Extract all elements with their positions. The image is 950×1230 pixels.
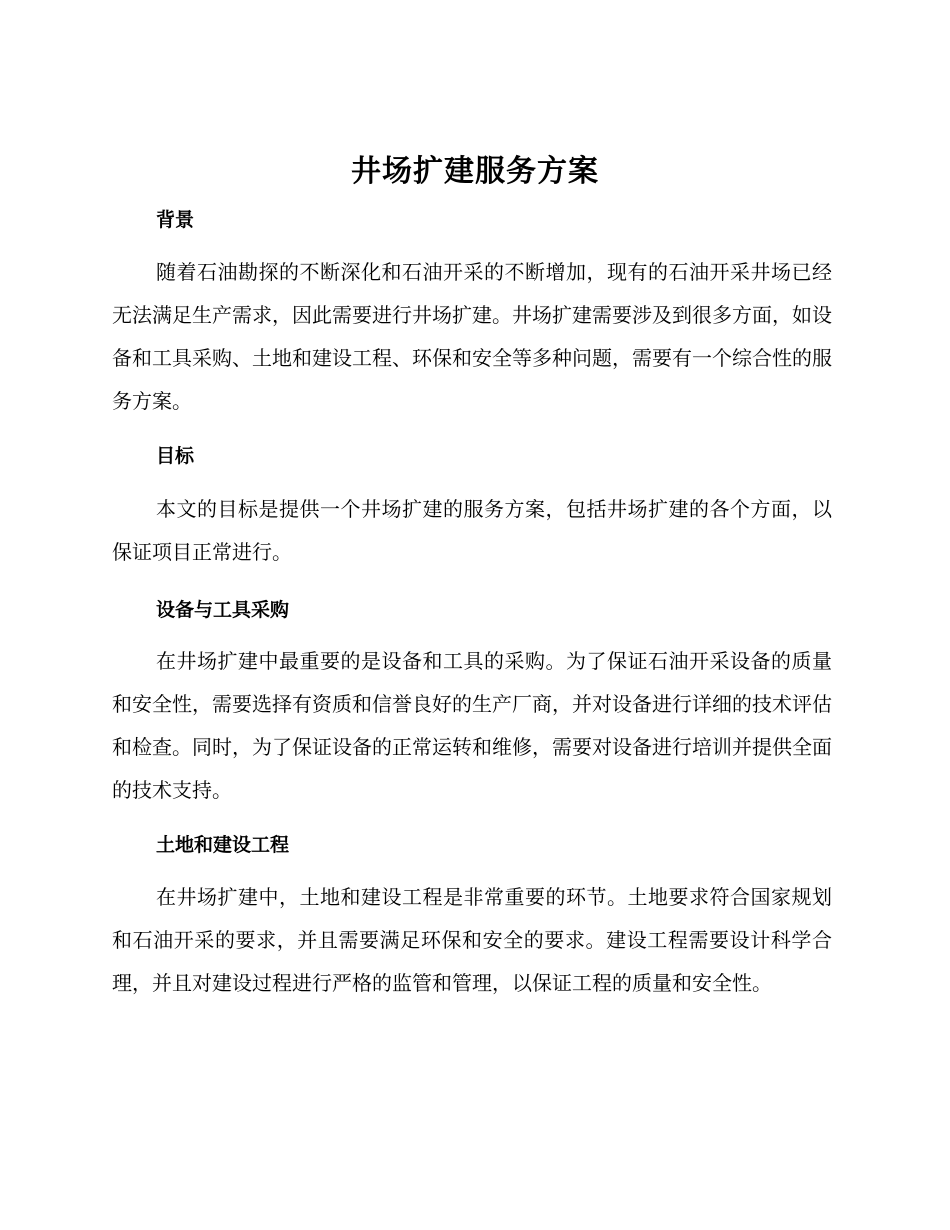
section-heading-background: 背景 — [156, 209, 195, 231]
section-body-goal: 本文的目标是提供一个井场扩建的服务方案，包括井场扩建的各个方面，以保证项目正常进行。 — [112, 497, 832, 564]
section-heading-goal: 目标 — [156, 445, 195, 467]
section-heading-equipment-procurement: 设备与工具采购 — [156, 599, 290, 621]
section-body-background: 随着石油勘探的不断深化和石油开采的不断增加，现有的石油开采井场已经无法满足生产需求，因此需要进行井场扩建。井场扩建需要涉及到很多方面，如设备和工具采购、土地和建设工程、环保和安全等多种问题，需要有一个综合性的服务方案。 — [112, 260, 832, 413]
section-body-land-construction: 在井场扩建中，土地和建设工程是非常重要的环节。土地要求符合国家规划和石油开采的要求，并且需要满足环保和安全的要求。建设工程需要设计科学合理，并且对建设过程进行严格的监管和管理，以保证工程的质量和安全性。 — [112, 885, 832, 995]
section-heading-land-construction: 土地和建设工程 — [156, 834, 290, 856]
document-title: 井场扩建服务方案 — [351, 154, 599, 189]
section-body-equipment-procurement: 在井场扩建中最重要的是设备和工具的采购。为了保证石油开采设备的质量和安全性，需要选择有资质和信誉良好的生产厂商，并对设备进行详细的技术评估和检查。同时，为了保证设备的正常运转和维修，需要对设备进行培训并提供全面的技术支持。 — [112, 649, 832, 802]
